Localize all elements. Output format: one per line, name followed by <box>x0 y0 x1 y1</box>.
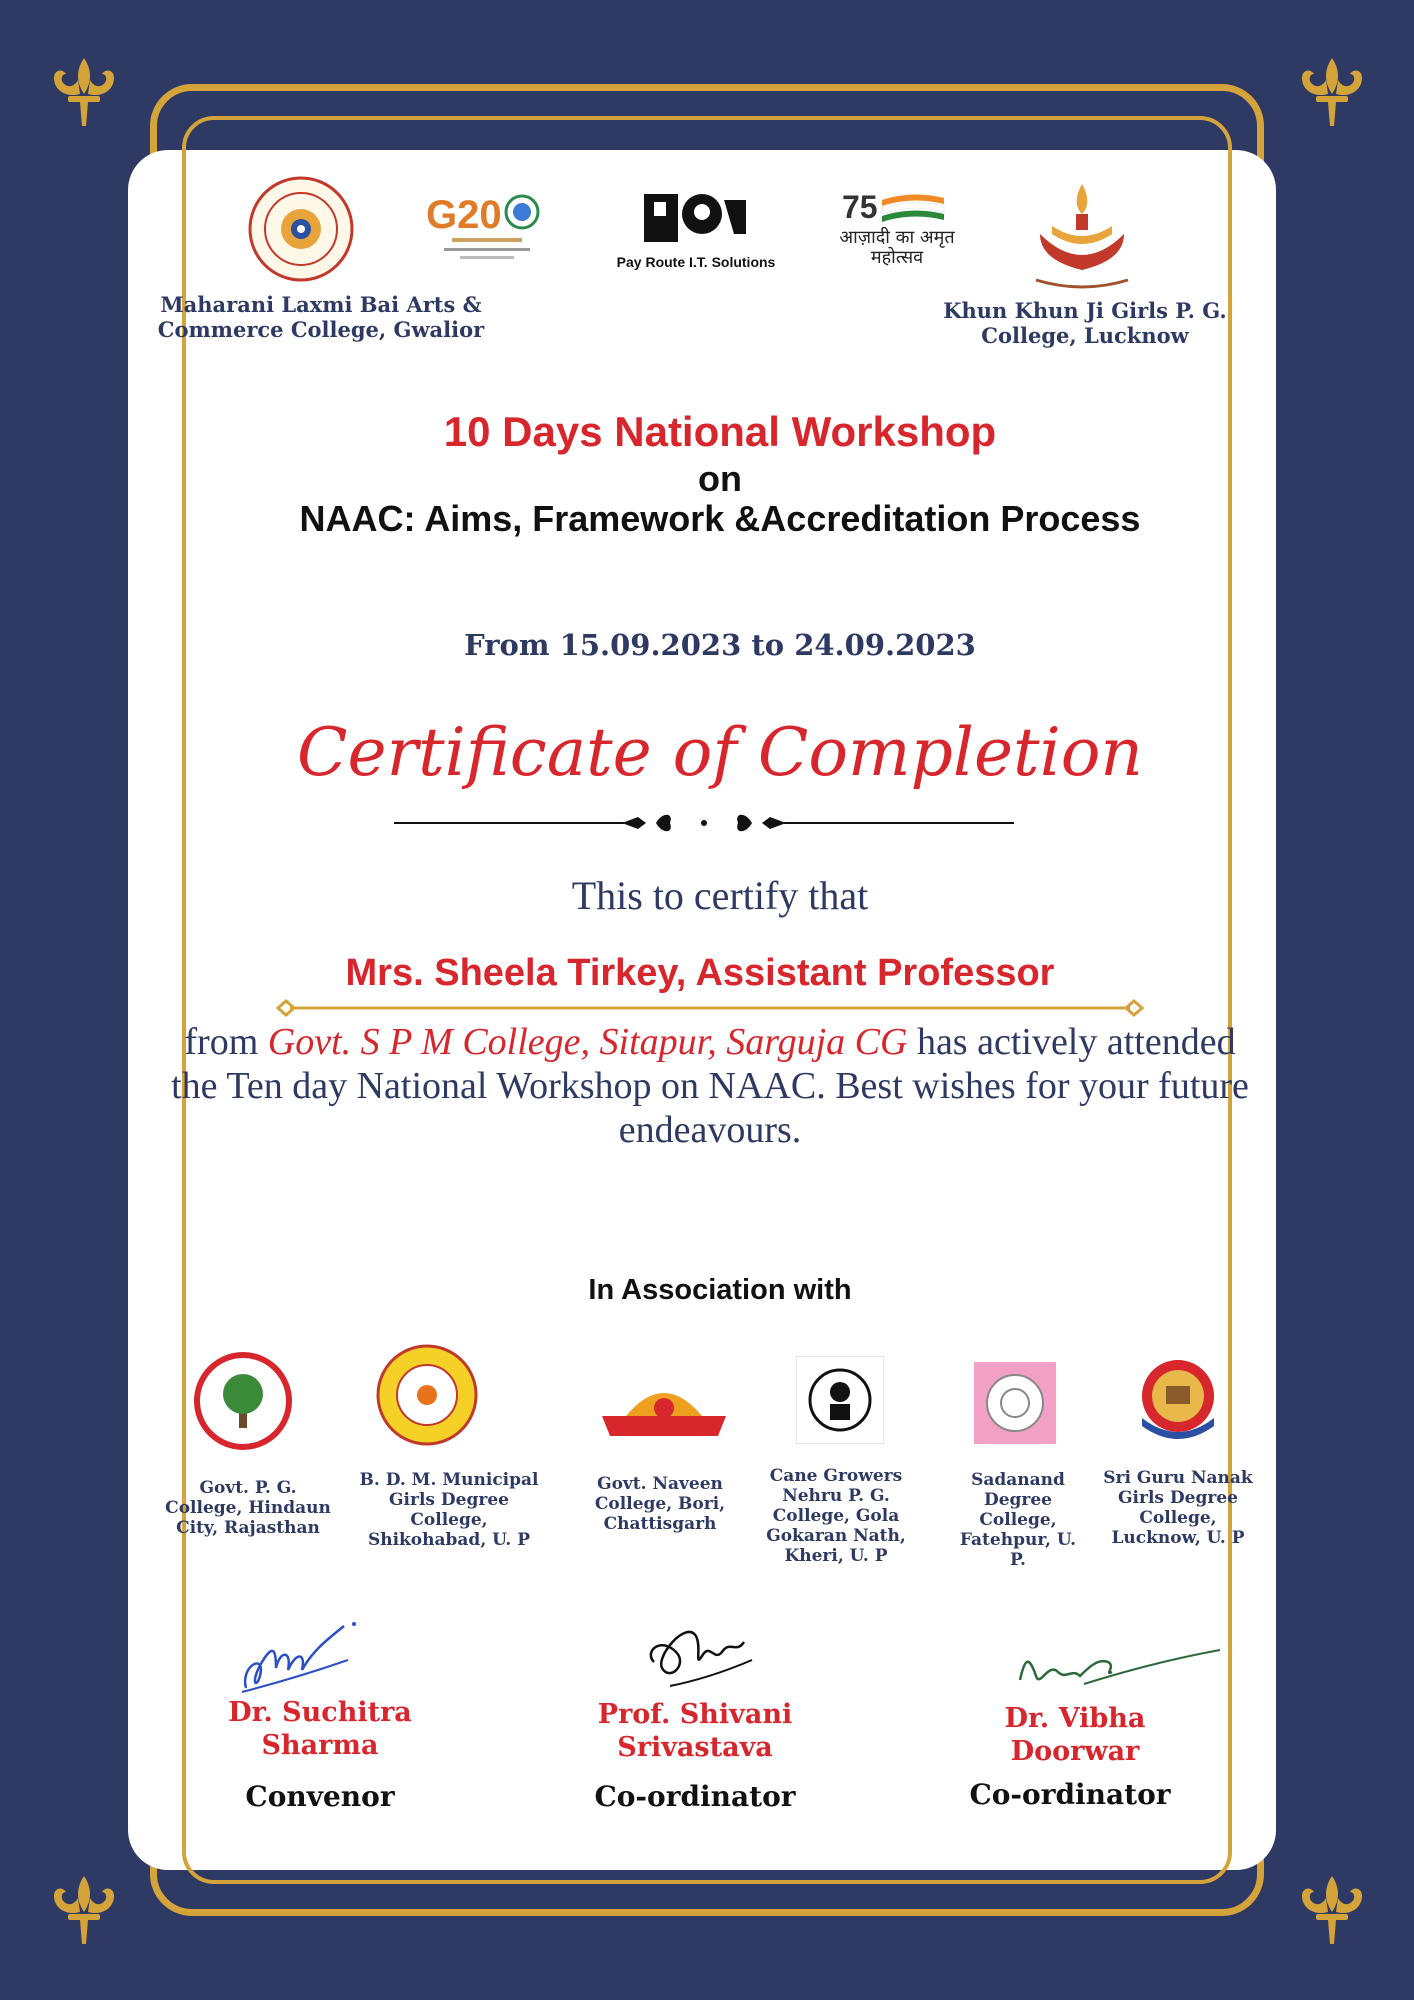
associate-name: B. D. M. Municipal Girls Degree College, Shikohabad, U. P <box>359 1470 539 1550</box>
participant-college: Govt. S P M College, Sitapur, Sarguja CG <box>267 1021 908 1063</box>
fleur-de-lis-icon <box>1294 54 1370 130</box>
signatory-role: Co-ordinator <box>969 1778 1171 1811</box>
associate-name: Govt. Naveen College, Bori, Chattisgarh <box>594 1474 726 1534</box>
signature-sharma-icon <box>236 1612 372 1698</box>
association-heading: In Association with <box>588 1274 852 1306</box>
payroute-text: Pay Route I.T. Solutions <box>616 254 776 270</box>
associate-logo-cane-growers-icon <box>796 1356 884 1444</box>
associate-logo-naveen-icon <box>596 1366 732 1446</box>
g20-lotus-icon <box>424 186 548 268</box>
signatory-name: Prof. Shivani Srivastava <box>597 1699 793 1763</box>
azadi-number: 75 <box>842 189 878 224</box>
associate-logo-bdm-icon <box>376 1344 478 1446</box>
workshop-title: 10 Days National Workshop <box>443 408 997 455</box>
signatory-role: Convenor <box>245 1780 395 1813</box>
fleur-de-lis-icon <box>1294 1872 1370 1948</box>
associate-logo-sadanand-icon <box>974 1362 1056 1444</box>
certify-text: This to certify that <box>571 873 869 918</box>
workshop-subject: NAAC: Aims, Framework &Accreditation Process <box>299 498 1141 539</box>
associate-name: Govt. P. G. College, Hindaun City, Rajasthan <box>165 1478 331 1538</box>
fleur-de-lis-icon <box>46 1872 122 1948</box>
associate-logo-hindaun-icon <box>194 1352 292 1450</box>
recipient-underline-icon <box>276 996 1144 1020</box>
azadi-text: आज़ादी का अमृत महोत्सव <box>839 227 955 268</box>
associate-logo-guru-nanak-icon <box>1134 1356 1222 1444</box>
signatory-role: Co-ordinator <box>594 1780 796 1813</box>
signatory-name: Dr. Suchitra Sharma <box>228 1697 412 1761</box>
khun-khun-ji-logo-icon <box>1026 176 1138 290</box>
fleur-de-lis-icon <box>46 54 122 130</box>
payroute-mark-icon <box>604 190 788 246</box>
mlb-college-logo-icon <box>248 176 354 282</box>
associate-name: Cane Growers Nehru P. G. College, Gola Gokaran Nath, Kheri, U. P <box>766 1466 906 1566</box>
workshop-dates: From 15.09.2023 to 24.09.2023 <box>464 628 976 662</box>
azadi-logo <box>832 186 962 276</box>
signatory-name: Dr. Vibha Doorwar <box>1004 1703 1146 1767</box>
certificate-heading: Certificate of Completion <box>297 714 1143 791</box>
workshop-title-on: on <box>698 458 742 499</box>
body-rest: actively attended the Ten day National Workshop on NAAC. Best wishes for your future endeavours. <box>171 1021 1249 1151</box>
payroute-logo <box>604 190 788 274</box>
ornament-divider-icon <box>394 808 1014 838</box>
azadi-flag-icon <box>832 186 962 224</box>
right-college-name: Khun Khun Ji Girls P. G. College, Lucknow <box>943 298 1227 348</box>
signature-srivastava-icon <box>640 1612 766 1698</box>
g20-text: G20 <box>426 193 502 237</box>
body-has: has <box>916 1021 968 1063</box>
associate-name: Sri Guru Nanak Girls Degree College, Lucknow, U. P <box>1103 1468 1253 1548</box>
left-college-name: Maharani Laxmi Bai Arts & Commerce College, Gwalior <box>157 292 485 342</box>
g20-logo <box>424 186 548 268</box>
recipient-name: Mrs. Sheela Tirkey, Assistant Professor <box>345 952 1055 994</box>
signature-doorwar-icon <box>1014 1632 1224 1696</box>
certificate-body <box>160 1020 1260 1152</box>
body-from: from <box>184 1021 259 1063</box>
associate-name: Sadanand Degree College, Fatehpur, U. P. <box>959 1470 1077 1570</box>
